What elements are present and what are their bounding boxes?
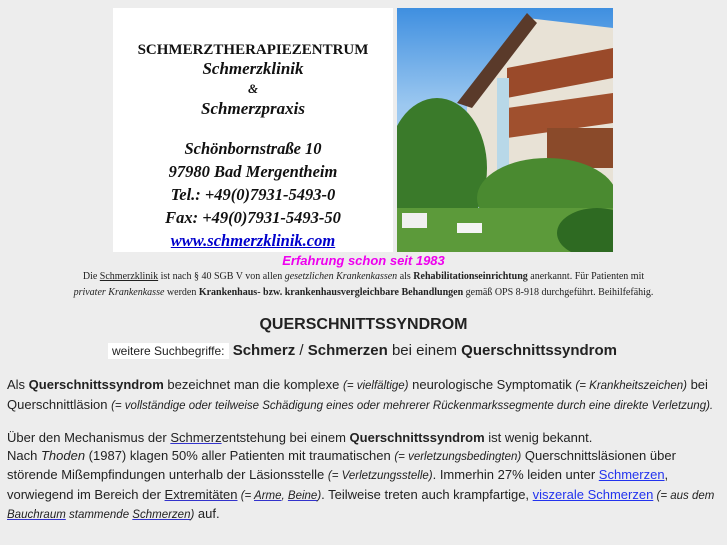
article-body: [7, 376, 719, 539]
intro-text: Die Schmerzklinik ist nach § 40 SGB V von allen gesetzlichen Krankenkassen als Rehabilitationseinrichtung anerkannt. Für Patienten mit privater Krankenkasse werden Krankenhaus- bzw. krankenhausvergleichbare Behandlungen gemäß OPS 8-918 durchgeführt. Beihilfefähig.: [73, 271, 654, 298]
schmerz-link[interactable]: Schmerz: [170, 430, 222, 445]
keywords-label: weitere Suchbegriffe:: [108, 343, 229, 359]
extremitaeten-link[interactable]: Extremitäten: [164, 486, 238, 502]
page-title: QUERSCHNITTSSYNDROM: [259, 316, 468, 333]
schmerzen-link[interactable]: Schmerzen: [598, 467, 665, 482]
paragraph-mechanism: Über den Mechanismus der Schmerzentstehung bei einem Querschnittssyndrom ist wenig bekannt. Nach Thoden (1987) klagen 50% aller Patienten mit traumatischen (= verletzungsbedingten) Querschnittsläsionen über störende Mißempfindungen unterhalb der Läsionsstelle (= Verletzungsstelle). Immerhin 27% leiden unter Schmerzen, vorwiegend im Bereich der Extremitäten (= Arme, Beine). Teilweise treten auch krampfartige, viszerale Schmerzen (= aus dem Bauchraum stammende Schmerzen) auf.: [7, 430, 715, 521]
banner-url-link[interactable]: www.schmerzklinik.com: [170, 231, 336, 250]
banner-fax: Fax: +49(0)7931-5493-50: [165, 208, 341, 227]
viszerale-schmerzen-link[interactable]: viszerale Schmerzen: [532, 486, 654, 502]
banner-amp: &: [247, 81, 259, 96]
bauchraum-link[interactable]: Bauchraum: [7, 509, 66, 521]
banner-title: SCHMERZTHERAPIEZENTRUM: [137, 42, 369, 58]
banner-text: [113, 8, 393, 252]
keywords: weitere Suchbegriffe: Schmerz / Schmerzen bei einem Querschnittssyndrom: [108, 342, 617, 359]
banner-clinic: Schmerzklinik: [202, 59, 304, 78]
clinic-photo: [397, 8, 613, 252]
slogan: Erfahrung schon seit 1983: [282, 253, 445, 268]
banner-tel: Tel.: +49(0)7931-5493-0: [170, 185, 336, 204]
schmerzklinik-link[interactable]: Schmerzklinik: [99, 271, 159, 282]
banner-street: Schönbornstraße 10: [184, 139, 322, 158]
beine-link[interactable]: Beine: [287, 489, 318, 502]
paragraph-definition: Als Querschnittssyndrom bezeichnet man die komplexe (= vielfältige) neurologische Symptomatik (= Krankheitszeichen) bei Querschnittläsion (= vollständige oder teilweise Schädigung eines oder mehrerer Rückenmarkssegmente durch eine direkte Verletzung).: [7, 377, 714, 412]
schmerzen-link-2[interactable]: Schmerzen: [132, 509, 191, 521]
arme-link[interactable]: Arme: [254, 489, 282, 502]
header-banner: [113, 8, 613, 252]
banner-city: 97980 Bad Mergentheim: [168, 162, 338, 181]
clinic-building-image: [397, 8, 613, 252]
banner-practice: Schmerzpraxis: [201, 99, 305, 118]
